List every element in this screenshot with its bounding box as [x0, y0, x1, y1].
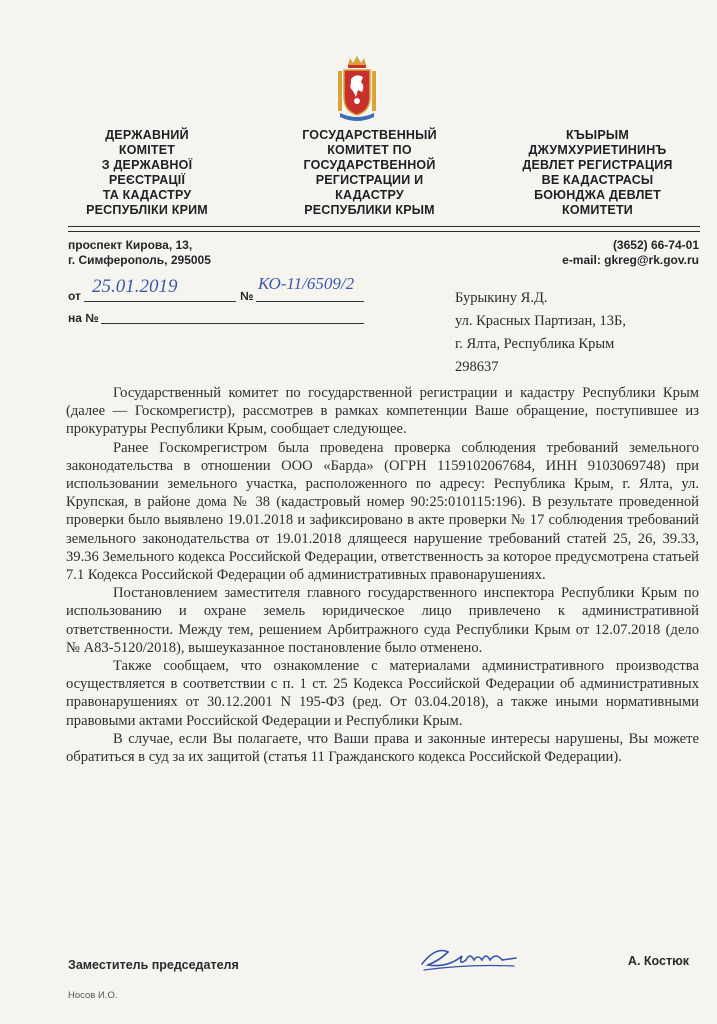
crimea-coat-of-arms-icon	[336, 55, 378, 121]
body-paragraph: В случае, если Вы полагаете, что Ваши права и законные интересы нарушены, Вы можете обратиться в суд за их защитой (статья 11 Гражданского кодекса Российской Федерации).	[66, 730, 699, 766]
org-crh-line: ДЕВЛЕТ РЕГИСТРАЦИЯ	[522, 158, 673, 172]
org-name-russian	[262, 128, 477, 218]
org-ua-line: РЕЄСТРАЦІЇ	[108, 173, 186, 187]
date-label: от	[68, 289, 81, 303]
org-ru-line: РЕСПУБЛИКИ КРЫМ	[304, 203, 435, 217]
header-divider-thin	[68, 231, 700, 232]
org-ua-line: ДЕРЖАВНИЙ	[105, 128, 189, 142]
org-crh-line: КОМИТЕТИ	[562, 203, 633, 217]
addressee-city: г. Ялта, Республика Крым	[455, 336, 615, 352]
address-line: проспект Кирова, 13,	[68, 238, 193, 252]
signer-name: А. Костюк	[627, 954, 689, 968]
addressee-block	[455, 287, 626, 379]
sender-address	[68, 238, 211, 268]
executor-name: Носов И.О.	[68, 990, 118, 1001]
registration-date: 25.01.2019	[92, 276, 178, 297]
signer-title: Заместитель председателя	[68, 958, 239, 972]
org-name-ukrainian	[52, 128, 242, 218]
registration-number: КО-11/6509/2	[258, 274, 355, 293]
email-address: e-mail: gkreg@rk.gov.ru	[562, 253, 699, 267]
org-ru-line: КОМИТЕТ ПО	[327, 143, 412, 157]
org-ru-line: РЕГИСТРАЦИИ И	[315, 173, 424, 187]
sender-contacts	[562, 238, 699, 268]
org-ua-line: КОМІТЕТ	[118, 143, 176, 157]
addressee-postcode: 298637	[455, 359, 499, 375]
addressee-street: ул. Красных Партизан, 13Б,	[455, 313, 626, 329]
org-ru-line: ГОСУДАРСТВЕННЫЙ	[302, 128, 437, 142]
date-underline	[84, 301, 236, 302]
org-crh-line: КЪЫРЫМ	[566, 128, 629, 142]
body-paragraph: Государственный комитет по государственной регистрации и кадастру Республики Крым (далее — Госкомрегистр), рассмотрев в рамках компетенции Ваше обращение, поступившее из прокуратуры Республики Крым, сообщает следующее.	[66, 385, 699, 438]
org-name-crimean-tatar	[490, 128, 705, 218]
number-label: №	[240, 289, 254, 303]
phone-number: (3652) 66-74-01	[612, 238, 699, 252]
letter-body	[66, 384, 699, 766]
org-crh-line: ДЖУМХУРИЕТИНИНЪ	[528, 143, 667, 157]
address-line: г. Симферополь, 295005	[68, 253, 211, 267]
org-ua-line: РЕСПУБЛІКИ КРИМ	[86, 203, 208, 217]
org-crh-line: ВЕ КАДАСТРАСЫ	[541, 173, 654, 187]
number-underline	[256, 301, 364, 302]
body-paragraph: Постановлением заместителя главного государственного инспектора Республики Крым по использованию и охране земель юридическое лицо привлечено к административной ответственности. Между тем, решением Арбитражного суда Республики Крым от 12.07.2018 (дело № А83-5120/2018), вышеуказанное постановление было отменено.	[66, 585, 699, 656]
header-divider	[68, 226, 700, 227]
addressee-name: Бурыкину Я.Д.	[455, 290, 548, 306]
org-ua-line: ТА КАДАСТРУ	[102, 188, 192, 202]
org-ua-line: З ДЕРЖАВНОЇ	[101, 158, 193, 172]
org-crh-line: БОЮНДЖА ДЕВЛЕТ	[534, 188, 661, 202]
reply-underline	[101, 323, 364, 324]
handwritten-signature-icon	[418, 938, 520, 976]
reply-label: на №	[68, 311, 99, 325]
body-paragraph: Ранее Госкомрегистром была проведена проверка соблюдения требований земельного законодательства в отношении ООО «Барда» (ОГРН 1159102067684, ИНН 9103069748) при использовании земельного участка, расположенного по адресу: Республика Крым, г. Ялта, ул. Крупская, в районе дома № 38 (кадастровый номер 90:25:010115:196). В результате проведенной проверки было выявлено 19.01.2018 и зафиксировано в акте проверки № 17 соблюдения требований земельного законодательства от 19.01.2018 длящееся нарушение требований статей 25, 26, 39.33, 39.36 Земельного кодекса Российской Федерации, ответственность за которое предусмотрена статьей 7.1 Кодекса Российской Федерации об административных правонарушениях.	[66, 439, 699, 584]
org-ru-line: КАДАСТРУ	[335, 188, 404, 202]
org-ru-line: ГОСУДАРСТВЕННОЙ	[303, 158, 436, 172]
body-paragraph: Также сообщаем, что ознакомление с материалами административного производства осуществляется в соответствии с п. 1 ст. 25 Кодекса Российской Федерации об административных правонарушениях от 30.12.2001 N 195-ФЗ (ред. От 03.04.2018), а также иными нормативными правовыми актами Российской Федерации и Республики Крым.	[66, 658, 699, 729]
